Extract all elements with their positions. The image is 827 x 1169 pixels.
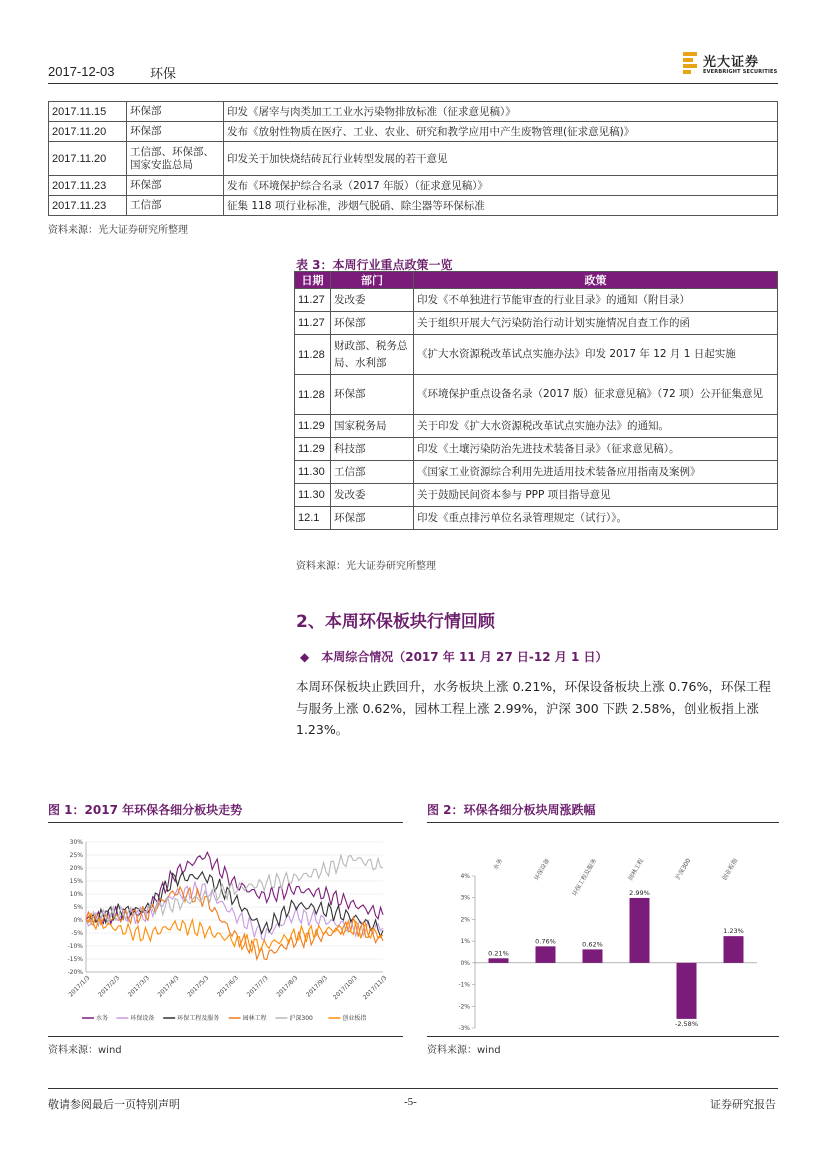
- cell-date: 11.28: [295, 375, 331, 415]
- table-source: 资料来源：光大证券研究所整理: [48, 225, 188, 236]
- table3-title: 表 3：本周行业重点政策一览: [296, 258, 453, 272]
- figure1-top-rule: [48, 822, 403, 823]
- legend-label: 水务: [96, 1015, 109, 1022]
- x-tick-label: 2017/9/3: [305, 974, 330, 999]
- cell-policy: 关于鼓励民间资本参与 PPP 项目指导意见: [414, 484, 778, 507]
- figure2-source: 资料来源：wind: [427, 1045, 501, 1056]
- category-label: 环保工程及服务: [571, 857, 599, 898]
- cell-policy: 《环境保护重点设备名录（2017 版）征求意见稿》（72 项）公开征集意见: [414, 375, 778, 415]
- y-tick-label: -5%: [71, 930, 83, 937]
- cell-dept: 国家税务局: [331, 415, 414, 438]
- table-row: [295, 461, 778, 484]
- table-row: [295, 415, 778, 438]
- cell-date: 2017.11.20: [49, 142, 127, 176]
- cell-policy: 印发《重点排污单位名录管理规定（试行）》。: [414, 507, 778, 530]
- cell-policy: 《扩大水资源税改革试点实施办法》印发 2017 年 12 月 1 日起实施: [414, 335, 778, 375]
- cell-dept: 发改委: [331, 289, 414, 312]
- y-tick-label: 0%: [460, 959, 470, 967]
- x-tick-label: 2017/4/3: [156, 974, 181, 999]
- cell-policy: 印发《土壤污染防治先进技术装备目录》（征求意见稿）。: [414, 438, 778, 461]
- y-tick-label: -20%: [67, 969, 83, 976]
- table-row: [49, 122, 778, 142]
- page-footer: [48, 1088, 778, 1111]
- bar-value-label: 0.76%: [535, 937, 556, 946]
- cell-policy: 关于组织开展大气污染防治行动计划实施情况自查工作的函: [414, 312, 778, 335]
- cell-date: 12.1: [295, 507, 331, 530]
- header-policy: 政策: [414, 272, 778, 289]
- legend-label: 沪深300: [289, 1015, 313, 1022]
- x-tick-label: 2017/6/3: [215, 974, 240, 999]
- sector-trend-line-chart: [48, 830, 403, 1030]
- weekly-change-bar-chart: [427, 826, 779, 1034]
- cell-dept: 环保部: [127, 122, 224, 142]
- x-tick-label: 2017/10/3: [332, 974, 359, 1002]
- category-label: 园林工程: [627, 857, 646, 882]
- y-tick-label: -2%: [458, 1003, 470, 1011]
- cell-date: 2017.11.23: [49, 196, 127, 216]
- table-row: [295, 335, 778, 375]
- table-row: [49, 102, 778, 122]
- legend-label: 园林工程: [242, 1015, 267, 1022]
- report-date: 2017-12-03: [48, 64, 115, 79]
- bar: [583, 949, 603, 962]
- table-row: [49, 196, 778, 216]
- y-tick-label: -1%: [458, 981, 470, 989]
- y-tick-label: 15%: [69, 878, 83, 885]
- cell-dept: 工信部: [331, 461, 414, 484]
- summary-paragraph: 本周环保板块止跌回升，水务板块上涨 0.21%，环保设备板块上涨 0.76%，环保工程与服务上涨 0.62%，园林工程上涨 2.99%，沪深 300 下跌 2.58%，创业板指上涨 1.23%。: [296, 679, 771, 737]
- table-header-row: [295, 272, 778, 289]
- y-tick-label: 10%: [69, 891, 83, 898]
- table-row: [295, 375, 778, 415]
- figure1-bottom-rule: [48, 1036, 403, 1037]
- x-tick-label: 2017/5/3: [186, 974, 211, 999]
- figure2-title: 图 2：环保各细分板块周涨跌幅: [427, 803, 596, 817]
- header-date: 日期: [295, 272, 331, 289]
- cell-dept: 工信部、环保部、国家安监总局: [127, 142, 224, 176]
- x-tick-label: 2017/1/3: [67, 974, 92, 999]
- report-sector: 环保: [150, 67, 177, 82]
- y-tick-label: -3%: [458, 1025, 470, 1032]
- x-tick-label: 2017/2/3: [97, 974, 122, 999]
- header-dept: 部门: [331, 272, 414, 289]
- policy-table-continued: [48, 101, 778, 216]
- table-row: [295, 312, 778, 335]
- bar-value-label: 1.23%: [723, 927, 744, 936]
- x-tick-label: 2017/3/3: [126, 974, 151, 999]
- logo-cn-text: 光大证券: [703, 55, 760, 70]
- cell-date: 2017.11.15: [49, 102, 127, 122]
- cell-policy: 《国家工业资源综合利用先进适用技术装备应用指南及案例》: [414, 461, 778, 484]
- figure2-top-rule: [427, 822, 779, 823]
- diamond-bullet-icon: ◆: [300, 650, 310, 664]
- cell-dept: 科技部: [331, 438, 414, 461]
- table3-source: 资料来源：光大证券研究所整理: [296, 561, 436, 572]
- table-row: [295, 438, 778, 461]
- logo-mark-icon: [683, 52, 697, 74]
- bar: [677, 963, 697, 1019]
- section-subtitle: [300, 648, 607, 665]
- cell-dept: 环保部: [127, 102, 224, 122]
- page-header: [48, 60, 778, 84]
- cell-date: 2017.11.20: [49, 122, 127, 142]
- figure1-source: 资料来源：wind: [48, 1045, 122, 1056]
- cell-policy: 发布《环境保护综合名录（2017 年版）（征求意见稿）》: [224, 176, 778, 196]
- table-row: [295, 289, 778, 312]
- x-tick-label: 2017/11/3: [361, 974, 389, 1002]
- y-tick-label: 4%: [460, 873, 470, 880]
- y-tick-label: 20%: [69, 865, 83, 872]
- y-tick-label: 0%: [73, 917, 83, 924]
- cell-dept: 发改委: [331, 484, 414, 507]
- category-label: 环保设备: [533, 857, 552, 882]
- legend-label: 环保设备: [130, 1015, 155, 1022]
- cell-policy: 印发《不单独进行节能审查的行业目录》的通知（附目录）: [414, 289, 778, 312]
- y-tick-label: 5%: [73, 904, 83, 911]
- x-tick-label: 2017/8/3: [275, 974, 300, 999]
- y-tick-label: 3%: [460, 894, 470, 902]
- cell-dept: 工信部: [127, 196, 224, 216]
- company-logo: [683, 48, 783, 78]
- figure1-title: 图 1：2017 年环保各细分板块走势: [48, 803, 243, 817]
- bar: [630, 898, 650, 963]
- cell-policy: 发布《放射性物质在医疗、工业、农业、研究和教学应用中产生废物管理(征求意见稿)》: [224, 122, 778, 142]
- cell-policy: 印发《屠宰与肉类加工工业水污染物排放标准（征求意见稿）》: [224, 102, 778, 122]
- cell-date: 11.29: [295, 415, 331, 438]
- series-line: [86, 887, 383, 960]
- bar: [536, 946, 556, 963]
- footer-report-type: 证券研究报告: [710, 1098, 776, 1111]
- subtitle-text: 本周综合情况（2017 年 11 月 27 日-12 月 1 日）: [321, 650, 608, 664]
- page-number: -5-: [404, 1096, 417, 1108]
- y-tick-label: 1%: [460, 938, 470, 946]
- section-title: 2、本周环保板块行情回顾: [296, 612, 495, 632]
- logo-en-text: EVERBRIGHT SECURITIES: [703, 69, 778, 75]
- category-label: 水务: [492, 857, 505, 872]
- cell-date: 11.29: [295, 438, 331, 461]
- table-row: [49, 176, 778, 196]
- category-label: 创业板指: [721, 857, 740, 882]
- bar-value-label: 0.62%: [582, 940, 603, 949]
- cell-dept: 环保部: [331, 312, 414, 335]
- y-tick-label: 30%: [69, 839, 83, 846]
- cell-date: 11.27: [295, 289, 331, 312]
- footer-disclaimer: 敬请参阅最后一页特别声明: [48, 1098, 180, 1111]
- category-label: 沪深300: [674, 857, 693, 882]
- legend-label: 创业板指: [342, 1015, 367, 1022]
- bar-value-label: -2.58%: [675, 1019, 698, 1028]
- table-row: [295, 507, 778, 530]
- bar-value-label: 2.99%: [629, 888, 650, 897]
- cell-dept: 环保部: [331, 507, 414, 530]
- cell-dept: 环保部: [127, 176, 224, 196]
- cell-date: 11.28: [295, 335, 331, 375]
- cell-dept: 环保部: [331, 375, 414, 415]
- bar: [724, 936, 744, 963]
- cell-date: 2017.11.23: [49, 176, 127, 196]
- y-tick-label: 2%: [460, 916, 470, 924]
- x-tick-label: 2017/7/3: [245, 974, 270, 999]
- figure2-bottom-rule: [427, 1036, 779, 1037]
- cell-date: 11.27: [295, 312, 331, 335]
- bar-value-label: 0.21%: [488, 949, 509, 958]
- policy-table-week: [294, 271, 778, 530]
- table-row: [295, 484, 778, 507]
- bar: [489, 958, 509, 963]
- legend-label: 环保工程及服务: [177, 1015, 220, 1022]
- y-tick-label: 25%: [69, 852, 83, 859]
- y-tick-label: -10%: [67, 943, 83, 950]
- cell-date: 11.30: [295, 484, 331, 507]
- cell-policy: 征集 118 项行业标准，涉烟气脱硝、除尘器等环保标准: [224, 196, 778, 216]
- cell-policy: 印发关于加快烧结砖瓦行业转型发展的若干意见: [224, 142, 778, 176]
- table-row: [49, 142, 778, 176]
- y-tick-label: -15%: [67, 956, 83, 963]
- cell-date: 11.30: [295, 461, 331, 484]
- cell-dept: 财政部、税务总局、水利部: [331, 335, 414, 375]
- cell-policy: 关于印发《扩大水资源税改革试点实施办法》的通知。: [414, 415, 778, 438]
